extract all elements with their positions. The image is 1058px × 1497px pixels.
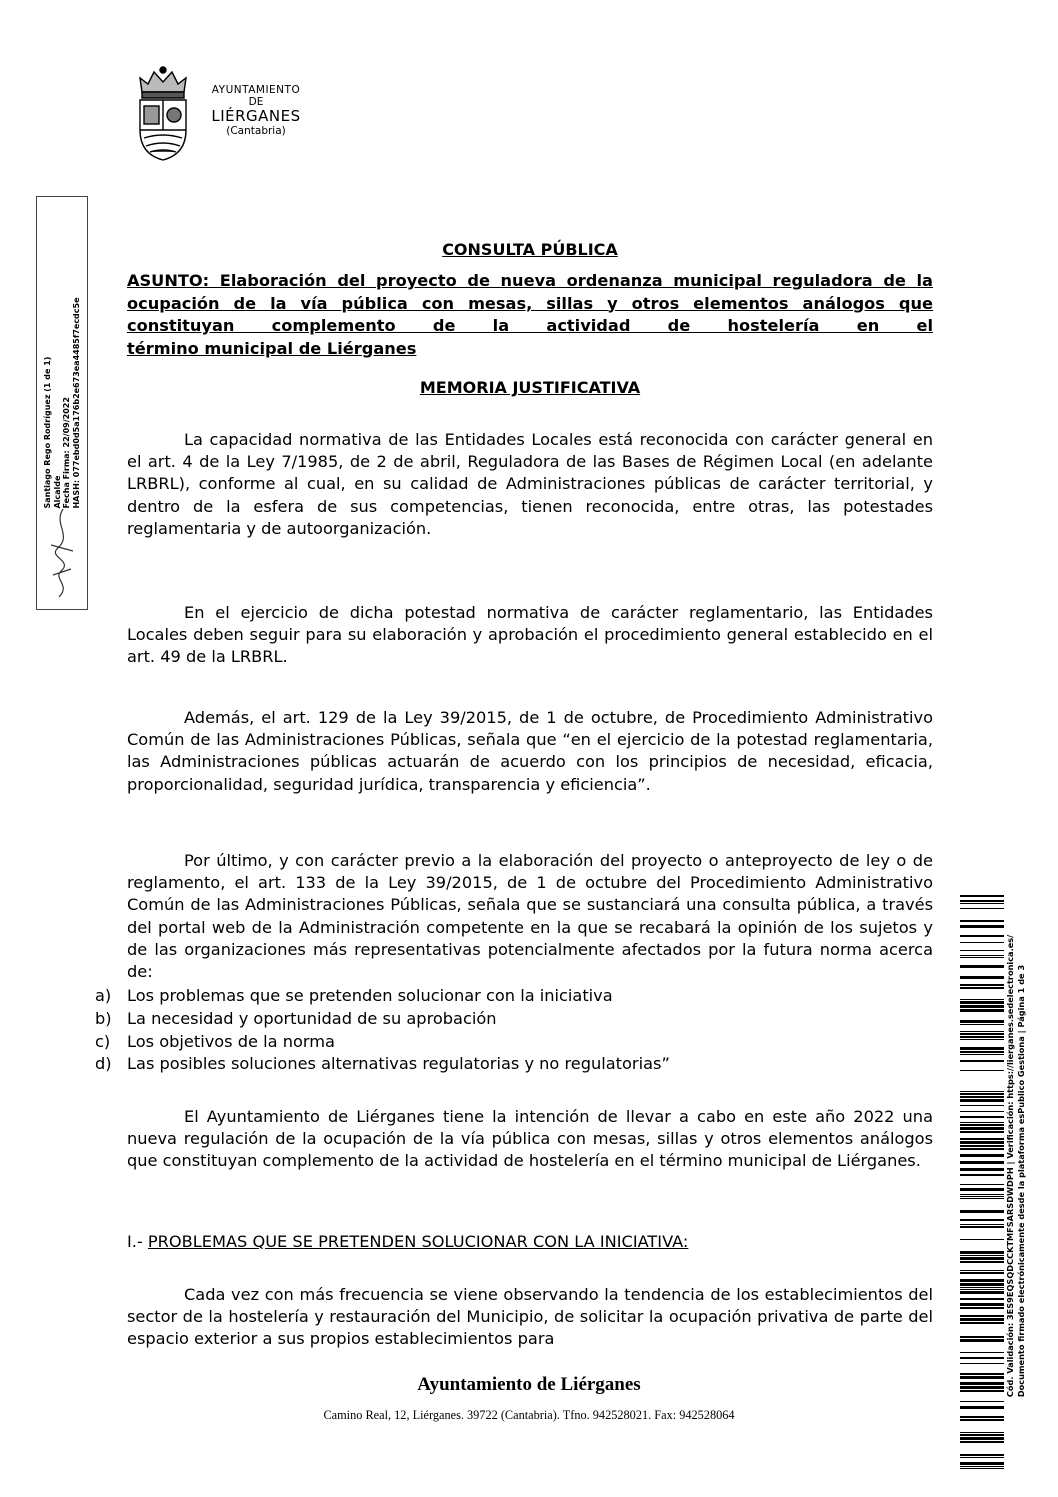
- list-item-key: d): [95, 1054, 112, 1074]
- list-item-text: Las posibles soluciones alternativas regulatorias y no regulatorias”: [127, 1054, 670, 1074]
- list-item: [95, 1053, 670, 1076]
- list-item-key: a): [95, 986, 112, 1005]
- org-line-2: DE: [248, 96, 264, 109]
- stamp-line-4: HASH: 077ebd0d5a176b2e673ea4485f7ecdc5e: [71, 297, 81, 509]
- subject-last-line: término municipal de Liérganes: [127, 338, 417, 358]
- paragraph-5: [127, 1106, 933, 1173]
- memoria-heading: MEMORIA JUSTIFICATIVA: [419, 378, 641, 397]
- paragraph-2-text: En el ejercicio de dicha potestad normativa de carácter reglamentario, las Entidades Locales deben seguir para su elaboración y aprobación el procedimiento general establecido en el art. 49 de la LRBRL.: [127, 603, 933, 667]
- subject-text: ASUNTO: Elaboración del proyecto de nueva ordenanza municipal reguladora de la ocupación de la vía pública con mesas, sillas y otros elementos análogos que constituyan complemento de la actividad de hostelería en el: [127, 271, 933, 335]
- criteria-list: [95, 985, 670, 1076]
- stamp-line-2: Alcalde: [52, 475, 62, 509]
- list-item: [95, 1031, 670, 1054]
- paragraph-1-text: La capacidad normativa de las Entidades Locales está reconocida con carácter general en el art. 4 de la Ley 7/1985, de 2 de abril, Reguladora de las Bases de Régimen Local (en adelante LRBRL), conforme al cual, en su calidad de Administraciones públicas de carácter territorial, y dentro de la esfera de sus competencias, tienen reconocida, entre otras, las potestades reglamentaria y de autoorganización.: [127, 430, 933, 538]
- verification-text: [1005, 935, 1027, 1397]
- list-item: [95, 985, 670, 1008]
- list-item-text: Los objetivos de la norma: [127, 1031, 335, 1051]
- document-title: CONSULTA PÚBLICA: [442, 240, 618, 259]
- org-line-1: AYUNTAMIENTO: [211, 84, 301, 96]
- org-line-3: LIÉRGANES: [211, 107, 301, 126]
- paragraph-4: [127, 850, 933, 983]
- coat-of-arms-logo: [134, 64, 192, 162]
- section-number: I.-: [127, 1232, 148, 1251]
- organization-name: [200, 84, 312, 137]
- list-item-key: b): [95, 1008, 112, 1028]
- list-item-text: Los problemas que se pretenden solucionar con la iniciativa: [127, 986, 613, 1005]
- signature-stamp: [36, 196, 88, 610]
- paragraph-3-text: Además, el art. 129 de la Ley 39/2015, de 1 de octubre, de Procedimiento Administrativo Común de las Administraciones Públicas, señala que “en el ejercicio de la potestad reglamentaria, las Administraciones públicas actuarán de acuerdo con los principios de necesidad, eficacia, proporcionalidad, seguridad jurídica, transparencia y eficiencia”.: [127, 708, 933, 794]
- footer-org-name: Ayuntamiento de Liérganes: [417, 1374, 641, 1395]
- paragraph-1: [127, 429, 933, 540]
- paragraph-2: [127, 602, 933, 669]
- section-title: PROBLEMAS QUE SE PRETENDEN SOLUCIONAR CON LA INICIATIVA:: [147, 1232, 689, 1251]
- subject-block: [127, 270, 933, 360]
- org-line-4: (Cantabria): [226, 125, 286, 138]
- stamp-line-1: Santiago Rego Rodríguez (1 de 1): [43, 356, 52, 509]
- paragraph-6: [127, 1284, 933, 1351]
- paragraph-4-text: Por último, y con carácter previo a la elaboración del proyecto o anteproyecto de ley o de reglamento, el art. 133 de la Ley 39/2015, de 1 de octubre del Procedimiento Administrativo Común de las Administraciones Públicas, señala que se sustanciará una consulta pública, a través del portal web de la Administración competente en la que se recabará la opinión de los sujetos y de las organizaciones más representativas potencialmente afectados por la futura norma acerca de:: [127, 851, 933, 982]
- verification-line-2: Documento firmado electrónicamente desde la plataforma esPublico Gestiona | Página 1 de 3: [1016, 964, 1026, 1398]
- stamp-line-3: Fecha Firma: 22/09/2022: [62, 397, 71, 509]
- signature-stamp-text: [43, 297, 81, 508]
- list-item-text: La necesidad y oportunidad de su aprobación: [127, 1008, 497, 1028]
- paragraph-3: [127, 707, 933, 796]
- list-item-key: c): [95, 1031, 111, 1051]
- paragraph-6-text: Cada vez con más frecuencia se viene observando la tendencia de los establecimientos del sector de la hostelería y restauración del Municipio, de solicitar la ocupación privativa de parte del espacio exterior a sus propios establecimientos para: [127, 1285, 933, 1349]
- footer-address: Camino Real, 12, Liérganes. 39722 (Cantabria). Tfno. 942528021. Fax: 942528064: [323, 1408, 735, 1422]
- validation-barcode: [960, 895, 1004, 1475]
- verification-line-1: Cód. Validación: 3ES9EQSQDCCKTMFSARSDWDPH | Verificación: https://lierganes.sedelectronica.es/: [1005, 934, 1015, 1398]
- handwritten-signature: [43, 505, 81, 601]
- paragraph-5-text: El Ayuntamiento de Liérganes tiene la intención de llevar a cabo en este año 2022 una nueva regulación de la ocupación de la vía pública con mesas, sillas y otros elementos análogos que constituyan complemento de la actividad de hostelería en el término municipal de Liérganes.: [127, 1107, 933, 1171]
- list-item: [95, 1008, 670, 1031]
- section-heading: [127, 1232, 933, 1251]
